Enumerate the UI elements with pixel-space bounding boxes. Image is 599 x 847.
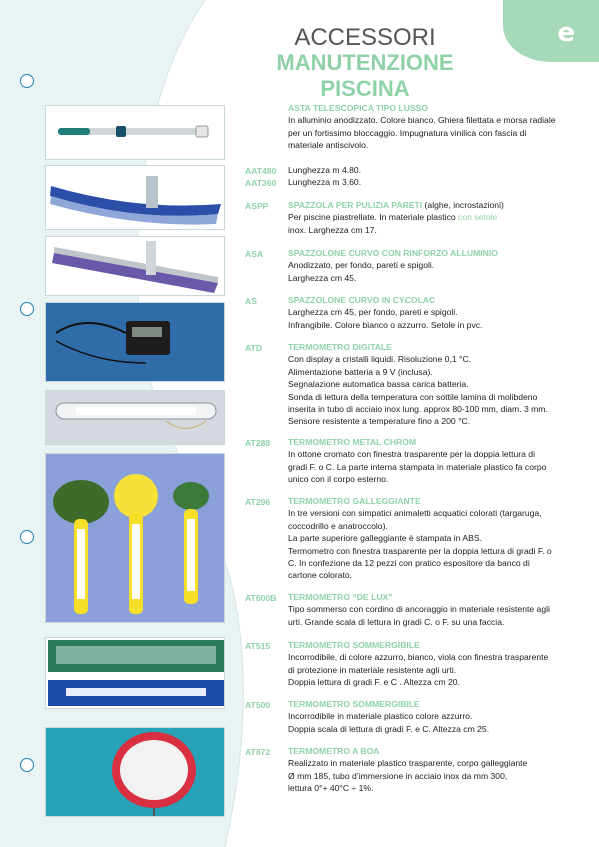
product-description xyxy=(288,341,588,428)
desc-line: cartone colorato. xyxy=(288,570,353,581)
desc-line: Segnalazione automatica bassa carica batteria. xyxy=(288,379,469,390)
desc-line: Ø mm 185, tubo d’immersione in acciaio inox da mm 300, xyxy=(288,770,508,781)
desc-line: inox. Larghezza cm 17. xyxy=(288,224,377,235)
product-description xyxy=(288,591,588,628)
product-description xyxy=(288,247,588,284)
desc-line: Per piscine piastrellate. In materiale plastico xyxy=(288,212,459,223)
product-name-suffix: (alghe, incrostazioni) xyxy=(422,200,504,210)
wall-brush-photo xyxy=(45,165,225,230)
product-code: ATD xyxy=(245,343,263,353)
desc-line: C. In confezione da 12 pezzi con pratico espositore da banco di xyxy=(288,558,530,569)
product-code: AAT360 xyxy=(245,178,277,188)
product-name: TERMOMETRO SOMMERGIBILE xyxy=(288,699,420,709)
telescopic-pole-photo xyxy=(45,105,225,160)
buoy-thermometer-photo xyxy=(45,727,225,817)
desc-line: lettura 0°+ 40°C ÷ 1%. xyxy=(288,783,374,794)
product-description xyxy=(288,436,588,486)
product-code: AAT480 xyxy=(245,166,277,176)
product-description xyxy=(288,164,588,176)
desc-line: Con display a cristalli liquidi. Risoluzione 0,1 °C. xyxy=(288,354,472,365)
desc-line: Incorrodibile, di colore azzurro, bianco, viola con finestra trasparente xyxy=(288,652,549,663)
desc-line: Larghezza cm 45, per fondo, pareti e spigoli. xyxy=(288,307,458,318)
binder-ring-icon xyxy=(20,302,34,316)
desc-line: coccodrillo e anatroccolo). xyxy=(288,520,388,531)
page-title-line2: MANUTENZIONE xyxy=(276,50,454,75)
product-name: SPAZZOLA PER PULIZIA PARETI xyxy=(288,200,423,210)
product-description xyxy=(288,294,588,331)
product-description xyxy=(288,176,588,188)
metal-chrom-thermometer-photo xyxy=(45,390,225,445)
product-name: SPAZZOLONE CURVO CON RINFORZO ALLUMINIO xyxy=(288,248,498,258)
product-description xyxy=(288,639,588,689)
product-name: TERMOMETRO “DE LUX” xyxy=(288,592,393,602)
desc-line: Realizzato in materiale plastico trasparente, corpo galleggiante xyxy=(288,758,528,769)
product-code: AS xyxy=(245,296,257,306)
page-title-line1: ACCESSORI xyxy=(294,24,436,51)
product-name: TERMOMETRO SOMMERGIBILE xyxy=(288,640,420,650)
desc-line: Termometro con finestra trasparente per la doppia lettura di gradi F. o xyxy=(288,545,552,556)
floating-thermometer-photo xyxy=(45,453,225,623)
desc-line: inserita in tubo di acciaio inox lung. approx 80-100 mm, diam. 3 mm. xyxy=(288,404,548,415)
desc-line: Infrangibile. Colore bianco o azzurro. Setole in pvc. xyxy=(288,319,483,330)
desc-line: Larghezza cm 45. xyxy=(288,272,357,283)
product-code: AT500 xyxy=(245,700,271,710)
desc-line: In tre versioni con simpatici animaletti acquatici colorati (targaruga, xyxy=(288,508,542,519)
product-description xyxy=(288,698,588,735)
desc-line: In alluminio anodizzato. Colore bianco. Ghiera filettata e morsa radiale xyxy=(288,115,556,126)
desc-line: di protezione in materiale resistente agli urti. xyxy=(288,664,457,675)
desc-line: materiale antiscivolo. xyxy=(288,140,369,151)
product-name: TERMOMETRO A BOA xyxy=(288,746,380,756)
binder-ring-icon xyxy=(20,530,34,544)
product-description xyxy=(288,745,588,795)
desc-line: urti. Grande scala di lettura in gradi C. o F. su una faccia. xyxy=(288,616,505,627)
digital-thermometer-photo xyxy=(45,302,225,382)
product-code: AT600B xyxy=(245,593,277,603)
desc-line: Lunghezza m 4.80. xyxy=(288,165,362,175)
product-name: TERMOMETRO DIGITALE xyxy=(288,342,392,352)
product-name: TERMOMETRO GALLEGGIANTE xyxy=(288,496,421,506)
desc-line: Lunghezza m 3.60. xyxy=(288,177,362,187)
product-code: ASA xyxy=(245,249,264,259)
product-code: AT296 xyxy=(245,497,271,507)
desc-line: Alimentazione batteria a 9 V (inclusa). xyxy=(288,366,433,377)
desc-line: Sensore resistente a temperature fino a 200 °C. xyxy=(288,416,471,427)
binder-ring-icon xyxy=(20,74,34,88)
submersible-thermometer-photo xyxy=(45,637,225,709)
desc-line: gradi F. o C. La parte interna stampata in materiale plastico fa corpo xyxy=(288,461,547,472)
desc-line: unico con il corpo esterno. xyxy=(288,474,389,485)
product-name: ASTA TELESCOPICA TIPO LUSSO xyxy=(288,103,429,113)
product-code: ASPP xyxy=(245,201,269,211)
desc-line: Sonda di lettura della temperatura con sottile lamina di molibdeno xyxy=(288,391,538,402)
desc-line: La parte superiore galleggiante è stampata in ABS. xyxy=(288,533,482,544)
desc-line: Anodizzato, per fondo, pareti e spigoli. xyxy=(288,260,435,271)
binder-ring-icon xyxy=(20,758,34,772)
desc-line: Incorrodibile in materiale plastico colore azzurro. xyxy=(288,711,473,722)
desc-line: Tipo sommerso con cordino di ancoraggio in materiale resistente agli xyxy=(288,604,550,615)
product-description xyxy=(288,102,588,152)
product-code: AT872 xyxy=(245,747,271,757)
curved-broom-photo xyxy=(45,236,225,296)
desc-line: In ottone cromato con finestra trasparente per la doppia lettura di xyxy=(288,449,535,460)
page-title-line3: PISCINA xyxy=(320,76,410,101)
desc-line: per un fortissimo bloccaggio. Impugnatura vinilica con fascia di xyxy=(288,127,527,138)
product-name: SPAZZOLONE CURVO IN CYCOLAC xyxy=(288,295,436,305)
product-code: AT515 xyxy=(245,641,271,651)
desc-highlight: con setole xyxy=(458,212,498,223)
desc-line: Doppia lettura di gradi F. e C . Altezza cm 20. xyxy=(288,677,460,688)
desc-line: Doppia scala di lettura di gradi F. e C. Altezza cm 25. xyxy=(288,723,490,734)
product-description xyxy=(288,495,588,582)
product-code: AT288 xyxy=(245,438,271,448)
product-description xyxy=(288,199,588,236)
product-name: TERMOMETRO METAL CHROM xyxy=(288,437,417,447)
section-letter: e xyxy=(557,18,575,48)
